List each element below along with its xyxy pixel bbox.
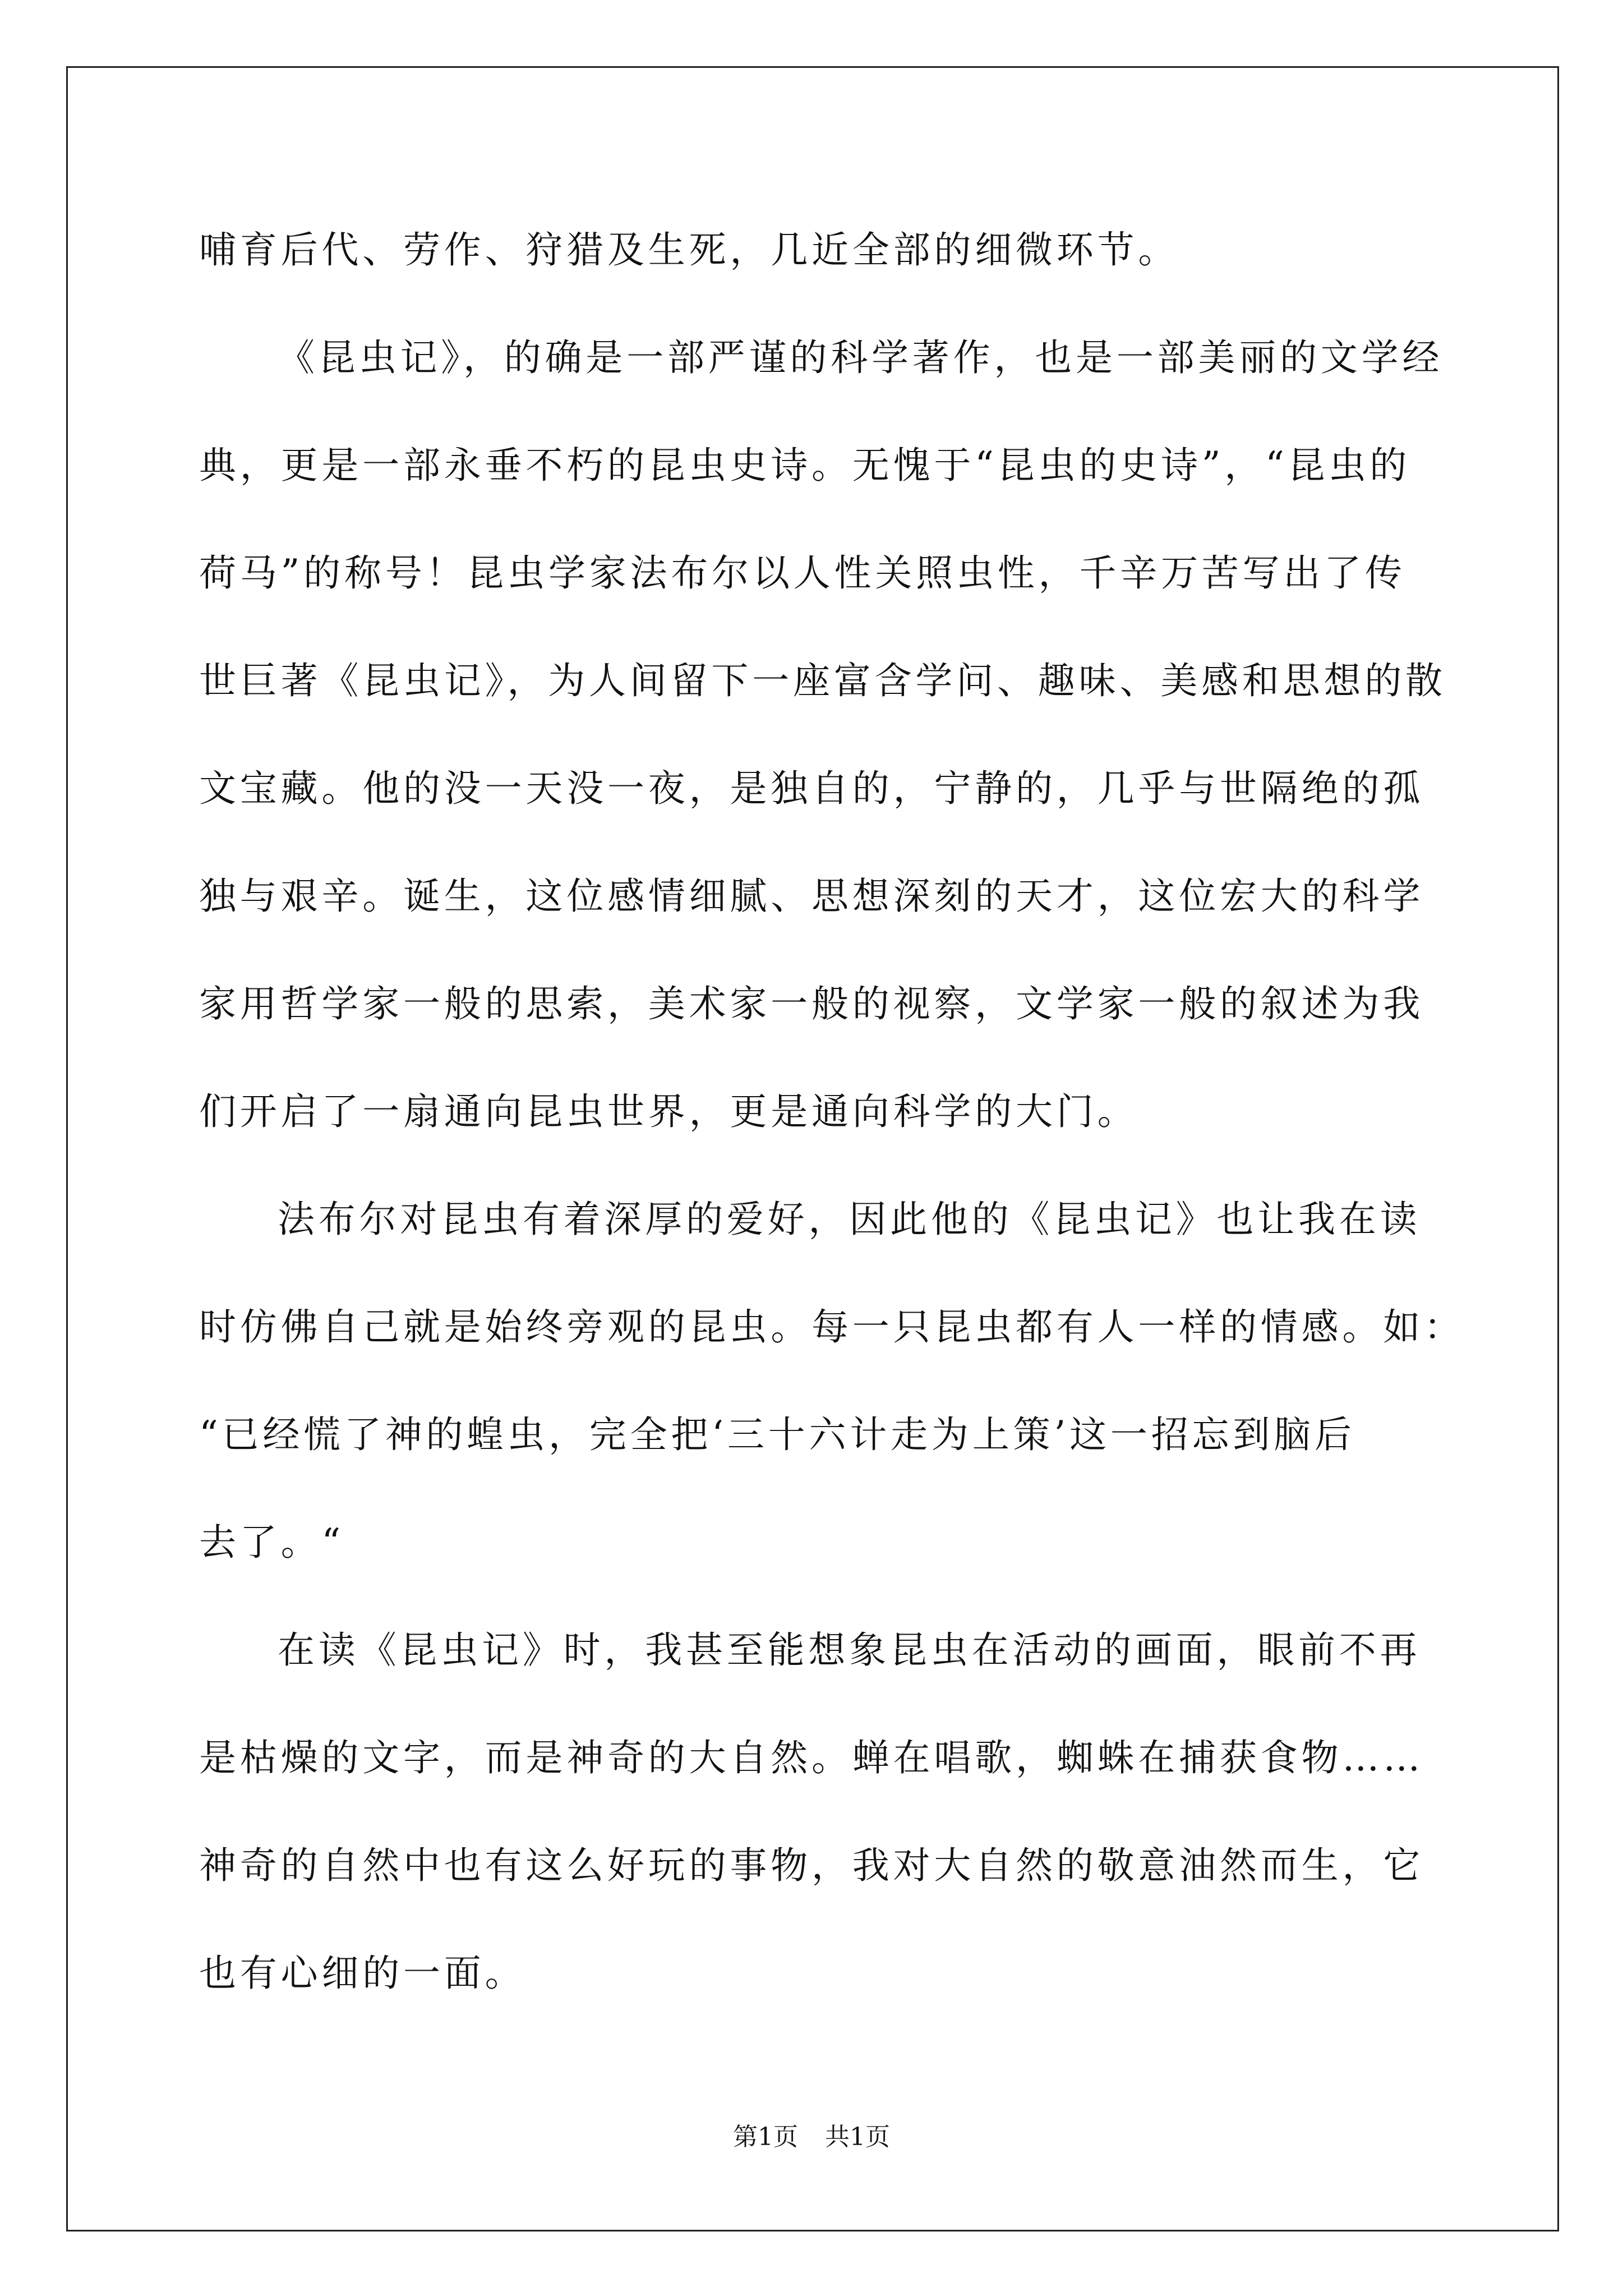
text-line: 去了。“ <box>199 1521 344 1564</box>
page-number-total: 共1页 <box>825 2123 890 2151</box>
document-body <box>199 205 1465 2036</box>
text-line: 也有心细的一面。 <box>199 1952 526 1995</box>
text-line: 典，更是一部永垂不朽的昆虫史诗。无愧于“昆虫的史诗”，“昆虫的 <box>199 444 1411 487</box>
text-line: 是枯燥的文字，而是神奇的大自然。蝉在唱歌，蜘蛛在捕获食物…… <box>199 1736 1424 1779</box>
text-line: 们开启了一扇通向昆虫世界，更是通向科学的大门。 <box>199 1090 1138 1133</box>
text-line: 家用哲学家一般的思索，美术家一般的视察，文学家一般的叙述为我 <box>199 982 1424 1025</box>
text-line: 独与艰辛。诞生，这位感情细腻、思想深刻的天才，这位宏大的科学 <box>199 875 1424 918</box>
paragraph-start-line: 《昆虫记》，的确是一部严谨的科学著作，也是一部美丽的文学经 <box>278 336 1444 379</box>
text-line: 时仿佛自己就是始终旁观的昆虫。每一只昆虫都有人一样的情感。如： <box>199 1305 1465 1349</box>
text-line: 哺育后代、劳作、狩猎及生死，几近全部的细微环节。 <box>199 228 1179 272</box>
text-line: 文宝藏。他的没一天没一夜，是独自的，宁静的，几乎与世隔绝的孤 <box>199 767 1424 810</box>
page-footer <box>0 2120 1623 2154</box>
text-line: 神奇的自然中也有这么好玩的事物，我对大自然的敬意油然而生，它 <box>199 1844 1424 1887</box>
paragraph-start-line: 法布尔对昆虫有着深厚的爱好，因此他的《昆虫记》也让我在读 <box>278 1198 1421 1241</box>
paragraph-start-line: 在读《昆虫记》时，我甚至能想象昆虫在活动的画面，眼前不再 <box>278 1628 1421 1672</box>
page-number-current: 第1页 <box>733 2123 798 2151</box>
text-line: “已经慌了神的蝗虫，完全把‘三十六计走为上策’这一招忘到脑后 <box>199 1413 1355 1456</box>
text-line: 世巨著《昆虫记》，为人间留下一座富含学问、趣味、美感和思想的散 <box>199 659 1446 702</box>
text-line: 荷马”的称号！昆虫学家法布尔以人性关照虫性，千辛万苦写出了传 <box>199 551 1406 595</box>
